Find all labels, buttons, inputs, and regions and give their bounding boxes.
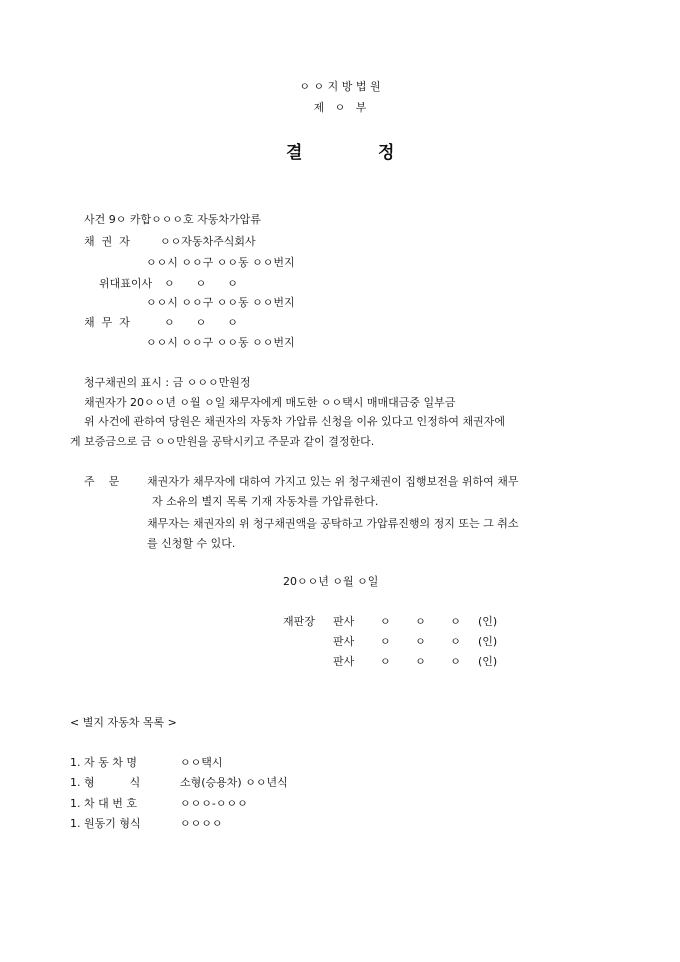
judge-seal: (인) xyxy=(478,655,498,668)
order-line-3: 채무자는 채권자의 위 청구채권액을 공탁하고 가압류진행의 정지 또는 그 취소 xyxy=(147,517,519,530)
creditor-label: 채 권 자 xyxy=(84,235,130,248)
creditor-address: ㅇㅇ시 ㅇㅇ구 ㅇㅇ동 ㅇㅇ번지 xyxy=(146,256,295,269)
order-line-2: 자 소유의 별지 목록 기재 자동차를 가압류한다. xyxy=(152,495,379,508)
division-name: 제 ㅇ 부 xyxy=(313,101,367,114)
court-name: ㅇ ㅇ 지 방 법 원 xyxy=(299,80,381,93)
representative-address: ㅇㅇ시 ㅇㅇ구 ㅇㅇ동 ㅇㅇ번지 xyxy=(146,296,295,309)
judge-seal: (인) xyxy=(478,635,498,648)
reason-line-1: 위 사건에 관하여 당원은 채권자의 자동차 가압류 신청을 이유 있다고 인정하여 채권자에 xyxy=(84,415,505,428)
vehicle-list-value: ㅇㅇㅇ-ㅇㅇㅇ xyxy=(180,797,248,810)
representative-label: 위대표이사 xyxy=(99,277,153,290)
order-line-4: 를 신청할 수 있다. xyxy=(147,537,236,550)
reason-line-2: 게 보증금으로 금 ㅇㅇ만원을 공탁시키고 주문과 같이 결정한다. xyxy=(70,435,375,448)
debtor-label: 채 무 자 xyxy=(84,316,130,329)
judge-seal: (인) xyxy=(478,615,498,628)
vehicle-list-value: 소형(승용차) ㅇㅇ년식 xyxy=(180,776,288,789)
decision-date: 20ㅇㅇ년 ㅇ월 ㅇ일 xyxy=(283,575,379,588)
debtor-name: ㅇ ㅇ ㅇ xyxy=(164,316,238,329)
claim-amount: 청구채권의 표시 : 금 ㅇㅇㅇ만원정 xyxy=(84,376,251,389)
vehicle-list-value: ㅇㅇ택시 xyxy=(180,756,223,769)
vehicle-list-label: 1. 형 식 xyxy=(70,776,141,789)
debtor-address: ㅇㅇ시 ㅇㅇ구 ㅇㅇ동 ㅇㅇ번지 xyxy=(146,336,295,349)
vehicle-list-label: 1. 차 대 번 호 xyxy=(70,797,137,810)
document-title-right: 정 xyxy=(378,143,397,163)
representative-name: ㅇ ㅇ ㅇ xyxy=(164,277,238,290)
judge-label: 판사 xyxy=(333,655,355,668)
judge-name: ㅇ ㅇ ㅇ xyxy=(380,655,461,668)
chief-judge-title: 재판장 xyxy=(283,615,315,628)
judge-label: 판사 xyxy=(333,615,355,628)
judge-name: ㅇ ㅇ ㅇ xyxy=(380,615,461,628)
creditor-name: ㅇㅇ자동차주식회사 xyxy=(160,235,256,248)
vehicle-list-label: 1. 자 동 차 명 xyxy=(70,756,137,769)
judge-name: ㅇ ㅇ ㅇ xyxy=(380,635,461,648)
judge-label: 판사 xyxy=(333,635,355,648)
order-label: 주 문 xyxy=(84,475,120,488)
document-title-left: 결 xyxy=(286,143,305,163)
claim-detail: 채권자가 20ㅇㅇ년 ㅇ월 ㅇ일 채무자에게 매도한 ㅇㅇ택시 매매대금중 일부금 xyxy=(84,396,456,409)
vehicle-list-label: 1. 원동기 형식 xyxy=(70,817,141,830)
appendix-title: < 별지 자동차 목록 > xyxy=(70,716,177,729)
order-line-1: 채권자가 채무자에 대하여 가지고 있는 위 청구채권이 집행보전을 위하여 채무 xyxy=(147,475,519,488)
vehicle-list-value: ㅇㅇㅇㅇ xyxy=(180,817,223,830)
case-number: 사건 9ㅇ 카합ㅇㅇㅇ호 자동차가압류 xyxy=(84,213,261,226)
